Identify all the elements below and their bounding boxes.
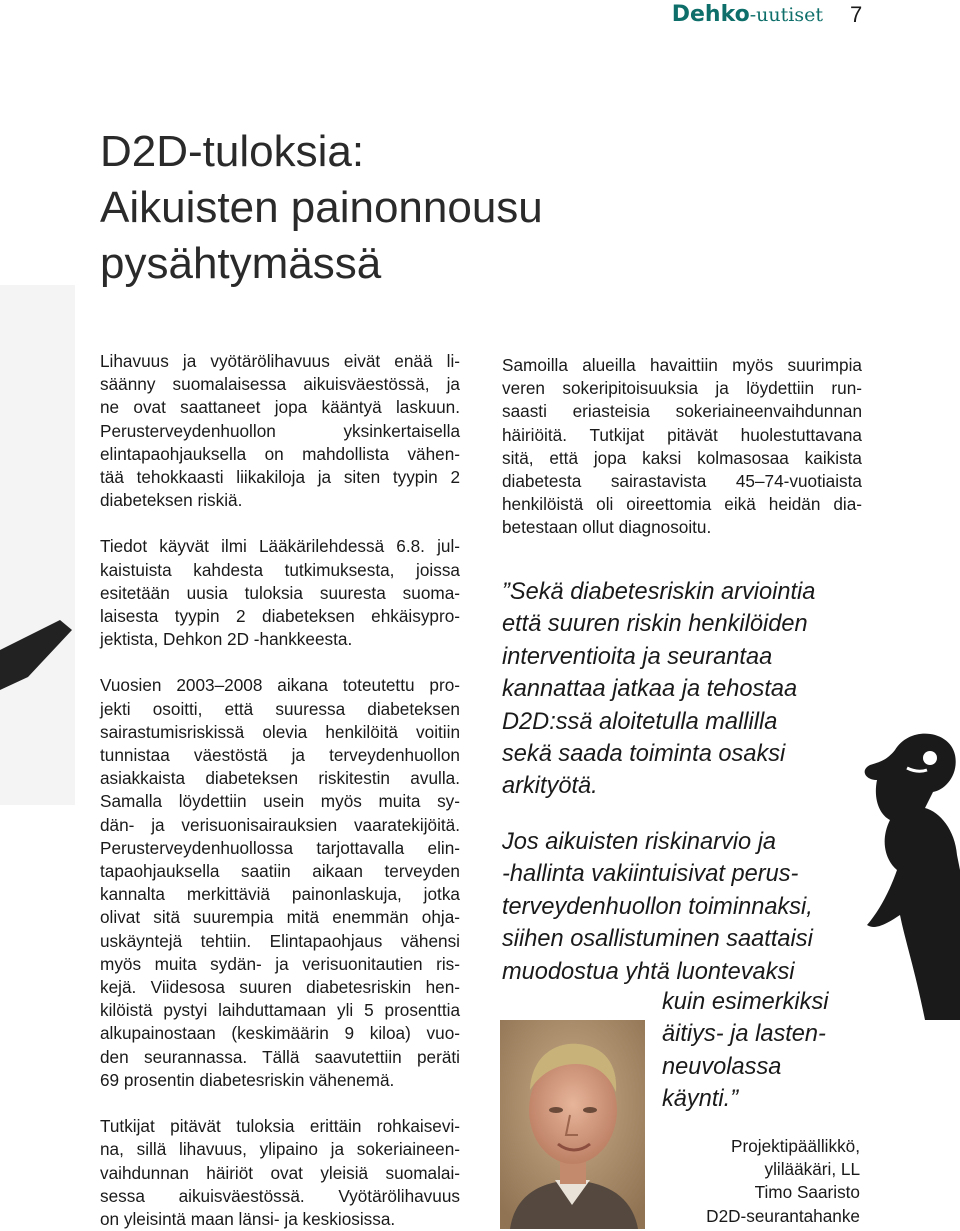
right-paragraph-1 <box>502 354 862 540</box>
publication-brand <box>672 0 823 30</box>
text-line: säänny suomalaisessa aikuisväestössä, ja <box>100 374 460 395</box>
text-line: ne ovat saattaneet jopa kääntyä laskuun. <box>100 397 460 418</box>
quote-line: terveydenhuollon toiminnaksi, <box>502 893 813 920</box>
text-line: diabetesta sairastavista 45–74-vuotiaista <box>502 471 862 492</box>
text-line: Vuosien 2003–2008 aikana toteutettu pro- <box>100 675 460 696</box>
text-line: Samoilla alueilla havaittiin myös suurimpia <box>502 355 862 375</box>
body-paragraph-2 <box>100 535 460 651</box>
text-line: on yleisintä maan länsi- ja keskiosissa. <box>100 1208 396 1229</box>
text-line: Samalla löydettiin usein myös muita sy- <box>100 791 460 812</box>
text-line: kaistuista kahdesta tutkimuksesta, joissa <box>100 559 460 580</box>
pull-quote-part-2 <box>502 826 882 988</box>
text-line: alkupainostaan (keskimäärin 9 kiloa) vuo- <box>100 1023 460 1044</box>
article-title <box>100 124 543 292</box>
quote-line: Jos aikuisten riskinarvio ja <box>502 829 777 855</box>
text-line: Perusterveydenhuollon yksinkertaisella <box>100 420 460 441</box>
text-line: Lihavuus ja vyötärölihavuus eivät enää li- <box>100 351 460 371</box>
text-line: tunnistaa väestöstä ja terveydenhuollon <box>100 745 460 766</box>
text-line: uskäyntejä tehtiin. Elintapaohjaus vähensi <box>100 930 460 951</box>
text-line: kejä. Viidesosa suuren diabetesriskin hen- <box>100 977 460 998</box>
quote-line: käynti.” <box>662 1086 739 1113</box>
body-paragraph-3 <box>100 674 460 1092</box>
caption-person-name: Timo Saaristo <box>754 1182 860 1203</box>
page-number: 7 <box>850 2 863 27</box>
text-line: sairastumisriskissä olevia henkilöitä voitiin <box>100 721 460 742</box>
photo-caption <box>660 1135 860 1228</box>
text-line: asiakkaista diabeteksen riskitestin avulla. <box>100 768 460 789</box>
body-paragraph-4 <box>100 1115 460 1231</box>
caption-role: ylilääkäri, LL <box>764 1159 860 1180</box>
quote-line: D2D:ssä aloitetulla mallilla <box>502 708 778 735</box>
text-line: elintapaohjauksella on mahdollista vähen- <box>100 443 460 464</box>
right-column <box>502 354 862 540</box>
brand-name: Dehko <box>671 2 750 27</box>
quote-line: interventioita ja seurantaa <box>502 643 773 670</box>
quote-line: kannattaa jatkaa ja tehostaa <box>502 676 798 703</box>
quote-line: äitiys- ja lasten- <box>662 1021 826 1048</box>
text-line: den seurannassa. Tällä saavutettiin peräti <box>100 1046 460 1067</box>
quote-line: -hallinta vakiintuisivat perus- <box>502 861 799 888</box>
decorative-figure-right <box>855 720 960 1020</box>
text-line: 69 prosentin diabetesriskin vähenemä. <box>100 1069 395 1090</box>
quote-line: sekä saada toiminta osaksi <box>502 741 786 768</box>
quote-line: muodostua yhtä luontevaksi <box>502 958 795 985</box>
text-line: sitä, että jopa kaksi kolmasosaa kaikista <box>502 447 862 468</box>
quote-line: arkityötä. <box>502 773 598 800</box>
text-line: häiriöitä. Tutkijat pitävät huolestuttavana <box>502 424 862 445</box>
decorative-figure-left <box>0 285 75 805</box>
title-line-3: pysähtymässä <box>100 239 382 288</box>
text-line: diabeteksen riskiä. <box>100 490 243 511</box>
text-line: veren sokeripitoisuuksia ja löydettiin run- <box>502 378 862 399</box>
text-line: jektista, Dehkon 2D -hankkeesta. <box>100 629 353 650</box>
caption-title: Projektipäällikkö, <box>731 1136 860 1156</box>
title-line-2: Aikuisten painonnousu <box>100 183 543 232</box>
text-line: kannalta merkittäviä painonlaskuja, jotka <box>100 884 460 905</box>
lead-paragraph <box>100 350 460 512</box>
brand-suffix: -uutiset <box>749 4 823 26</box>
text-line: tapaohjauksella saatiin aikaan terveyden <box>100 861 460 882</box>
text-line: saasti eriasteisia sokeriaineenvaihdunnan <box>502 401 862 422</box>
quote-line: että suuren riskin henkilöiden <box>502 611 808 638</box>
text-line: henkilöistä oli oireettomia eikä heidän dia- <box>502 494 862 515</box>
pull-quote-part-1 <box>502 576 882 803</box>
text-line: kilöistä pystyi laihduttamaan yli 5 prosenttia <box>100 1000 460 1021</box>
quote-line: ”Sekä diabetesriskin arviointia <box>502 579 816 605</box>
text-line: dän- ja verisuonisairauksien vaaratekijöitä. <box>100 814 460 835</box>
quote-line: neuvolassa <box>662 1053 782 1080</box>
text-line: myös muita sydän- ja verisuonitautien ris- <box>100 953 460 974</box>
left-column <box>100 350 460 1231</box>
text-line: na, sillä lihavuus, ylipaino ja sokeriaineen- <box>100 1139 460 1160</box>
portrait-photo <box>500 1020 645 1229</box>
text-line: Tiedot käyvät ilmi Lääkärilehdessä 6.8. jul- <box>100 536 460 557</box>
text-line: Perusterveydenhuollossa tarjottavalla elin- <box>100 837 460 858</box>
text-line: olivat sitä suurempia mitä enemmän ohja- <box>100 907 460 928</box>
text-line: esitetään uusia tuloksia suuresta suoma- <box>100 582 460 603</box>
quote-line: siihen osallistuminen saattaisi <box>502 926 813 953</box>
text-line: Tutkijat pitävät tuloksia erittäin rohkaisevi- <box>100 1116 460 1137</box>
text-line: tää tehokkaasti liikakiloja ja siten tyypin 2 <box>100 467 460 488</box>
text-line: vaihdunnan häiriöt ovat yleisiä suomalai- <box>100 1162 460 1183</box>
text-line: jekti osoitti, että suuressa diabeteksen <box>100 698 460 719</box>
text-line: laisesta tyypin 2 diabeteksen ehkäisypro- <box>100 606 460 627</box>
caption-project: D2D-seurantahanke <box>706 1205 860 1226</box>
title-line-1: D2D-tuloksia: <box>100 127 365 176</box>
quote-line: kuin esimerkiksi <box>662 989 829 1015</box>
text-line: betestaan ollut diagnosoitu. <box>502 517 712 538</box>
text-line: sessa aikuisväestössä. Vyötärölihavuus <box>100 1185 460 1206</box>
